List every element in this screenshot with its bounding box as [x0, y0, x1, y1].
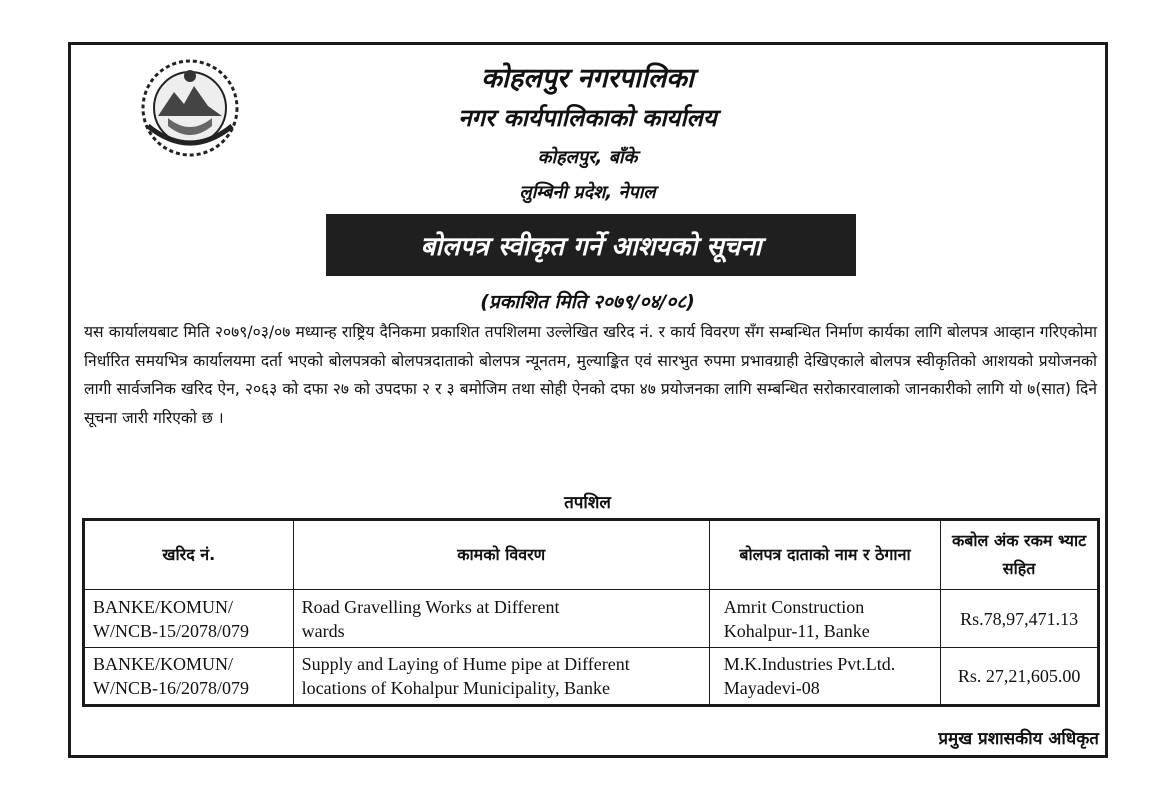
- cell-line: W/NCB-15/2078/079: [93, 620, 249, 641]
- bid-amount-cell: Rs.78,97,471.13: [941, 590, 1099, 648]
- cell-line: Kohalpur-11, Banke: [723, 620, 870, 641]
- notice-title-banner: [326, 214, 856, 276]
- header-work-description: कामको विवरण: [293, 520, 709, 590]
- header-bidder-name-address: बोलपत्र दाताको नाम र ठेगाना: [709, 520, 940, 590]
- table-row: [84, 590, 1099, 648]
- bid-table: [82, 518, 1100, 707]
- cell-line: Amrit Construction: [723, 596, 865, 617]
- publication-date: (प्रकाशित मिति २०७९/०४/०८): [480, 291, 695, 313]
- cell-line: wards: [301, 620, 345, 641]
- header-procurement-no: खरिद नं.: [84, 520, 294, 590]
- bid-amount-cell: Rs. 27,21,605.00: [941, 648, 1099, 706]
- cell-line: Supply and Laying of Hume pipe at Different: [301, 654, 630, 674]
- header-bid-amount: कबोल अंक रकम भ्याट सहित: [941, 520, 1099, 590]
- bidder-cell: [709, 648, 940, 706]
- cell-line: BANKE/KOMUN/: [93, 654, 234, 674]
- province-country: लुम्बिनी प्रदेश, नेपाल: [519, 182, 656, 203]
- procurement-no-cell: [84, 648, 294, 706]
- office-address: कोहलपुर, बाँके: [537, 147, 638, 168]
- work-description-cell: [293, 590, 709, 648]
- cell-line: M.K.Industries Pvt.Ltd.: [723, 654, 896, 674]
- signatory-title: प्रमुख प्रशासकीय अधिकृत: [938, 729, 1099, 749]
- work-description-cell: [293, 648, 709, 706]
- procurement-no-cell: [84, 590, 294, 648]
- cell-line: Road Gravelling Works at Different: [301, 596, 560, 617]
- notice-title: बोलपत्र स्वीकृत गर्ने आशयको सूचना: [420, 232, 762, 262]
- table-row: [84, 648, 1099, 706]
- table-caption: तपशिल: [564, 493, 611, 513]
- cell-line: BANKE/KOMUN/: [93, 596, 234, 617]
- bidder-cell: [709, 590, 940, 648]
- cell-line: Mayadevi-08: [723, 678, 820, 698]
- cell-line: W/NCB-16/2078/079: [93, 678, 249, 698]
- municipality-name: कोहलपुर नगरपालिका: [481, 63, 694, 94]
- cell-line: locations of Kohalpur Municipality, Banke: [301, 678, 610, 698]
- table-header-row: [84, 520, 1099, 590]
- office-name: नगर कार्यपालिकाको कार्यालय: [458, 104, 717, 132]
- notice-body: यस कार्यालयबाट मिति २०७९/०३/०७ मध्यान्ह राष्ट्रिय दैनिकमा प्रकाशित तपशिलमा उल्लेखित खरिद नं. र कार्य विवरण सँग सम्बन्धित निर्माण कार्यका लागि बोलपत्र आव्हान गरिएकोमा निर्धारित समयभित्र कार्यालयमा दर्ता भएको बोलपत्रको बोलपत्रदाताको बोलपत्र न्यूनतम, मुल्याङ्कित एवं सारभुत रुपमा प्रभावग्राही देखिएकाले बोलपत्र स्वीकृतिको आशयको प्रयोजनको लागी सार्वजनिक खरिद ऐन, २०६३ को दफा २७ को उपदफा २ र ३ बमोजिम तथा सोही ऐनको दफा ४७ प्रयोजनका लागि सम्बन्धित सरोकारवालाको जानकारीको लागि यो ७(सात) दिने सूचना जारी गरिएको छ ।: [84, 323, 1097, 427]
